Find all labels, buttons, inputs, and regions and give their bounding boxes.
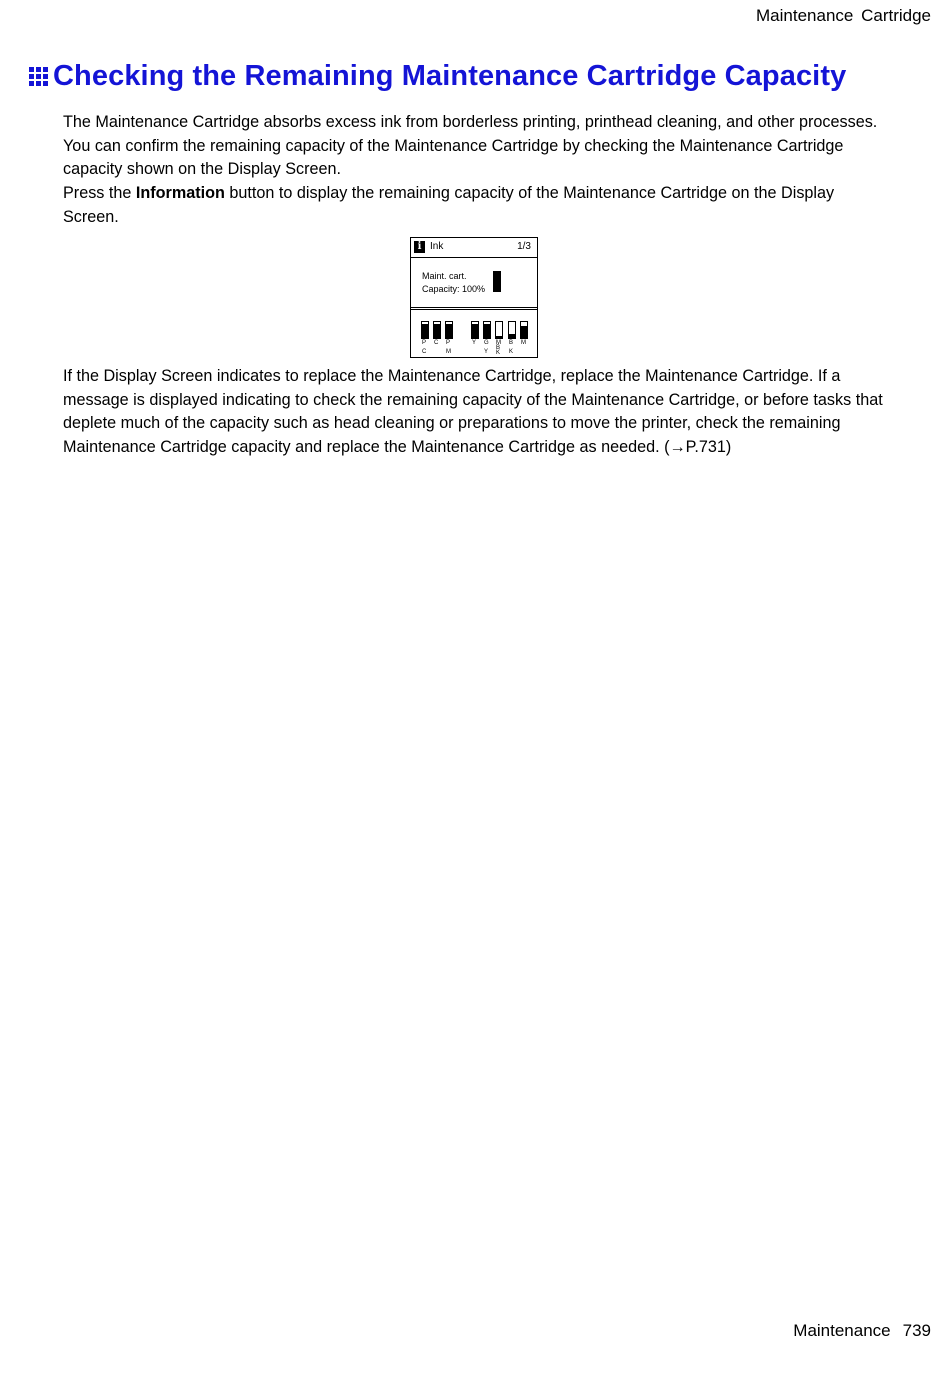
- ink-label: M: [521, 340, 526, 346]
- ink-label: K: [496, 350, 501, 356]
- information-icon: i: [414, 241, 425, 253]
- replace-paragraph: If the Display Screen indicates to replace the Maintenance Cartridge, replace the Maintenance Cartridge. If a message is displayed indicating to check the remaining capacity of the Maintenance Cartridge, or before tasks that deplete much of the capacity such as head cleaning or preparations to move the printer, check the remaining Maintenance Cartridge capacity and replace the Maintenance Cartridge as needed. (→P.731): [63, 367, 883, 457]
- section-heading: [29, 60, 846, 93]
- display-screen-illustration: [410, 237, 538, 358]
- ink-tank-gauge: [471, 321, 479, 339]
- press-paragraph: [63, 182, 893, 229]
- ink-label: M: [496, 340, 501, 346]
- ink-label: Y: [472, 340, 477, 346]
- display-menu-label: Ink: [430, 241, 444, 252]
- grid-bullet-icon: [29, 67, 48, 86]
- maint-cart-gauge: [493, 271, 501, 292]
- ink-label: B: [509, 340, 514, 346]
- page-title: Checking the Remaining Maintenance Cartridge Capacity: [53, 60, 847, 92]
- ink-tank-gauge: [520, 321, 528, 339]
- ink-tank-gauge: [508, 321, 516, 339]
- intro-paragraph: The Maintenance Cartridge absorbs excess ink from borderless printing, printhead cleaning, and other processes. You can confirm the remaining capacity of the Maintenance Cartridge by checking the Maintenance Cartridge capacity shown on the Display Screen.: [63, 113, 878, 179]
- maint-cart-label: Maint. cart.: [422, 271, 467, 281]
- page-footer: [793, 1321, 931, 1341]
- ink-tank-gauge: [421, 321, 429, 339]
- ink-label: Y: [484, 349, 489, 355]
- ink-label: M: [446, 349, 451, 355]
- ink-label: G: [484, 340, 489, 346]
- footer-section: Maintenance: [793, 1321, 891, 1340]
- ink-tank-gauge: [495, 321, 503, 339]
- capacity-label: Capacity: 100%: [422, 284, 486, 294]
- ink-tank-gauge: [433, 321, 441, 339]
- display-divider: [411, 309, 537, 310]
- ink-label: C: [434, 340, 439, 346]
- ink-label: P: [422, 340, 427, 346]
- ink-tank-gauge: [483, 321, 491, 339]
- ink-label: P: [446, 340, 451, 346]
- display-page-indicator: 1/3: [517, 241, 531, 252]
- ink-tank-gauge: [445, 321, 453, 339]
- running-head: Maintenance Cartridge: [756, 6, 931, 25]
- press-text-before: Press the: [63, 184, 136, 202]
- ink-label: K: [509, 349, 514, 355]
- display-header: [411, 238, 537, 258]
- ink-label: B: [496, 345, 501, 351]
- press-text-after: button to display the remaining capacity of the Maintenance Cartridge on the Display Screen.: [63, 184, 835, 226]
- information-button-label: Information: [135, 184, 225, 202]
- page-number: 739: [902, 1321, 931, 1340]
- display-divider: [411, 307, 537, 308]
- ink-label: C: [422, 349, 427, 355]
